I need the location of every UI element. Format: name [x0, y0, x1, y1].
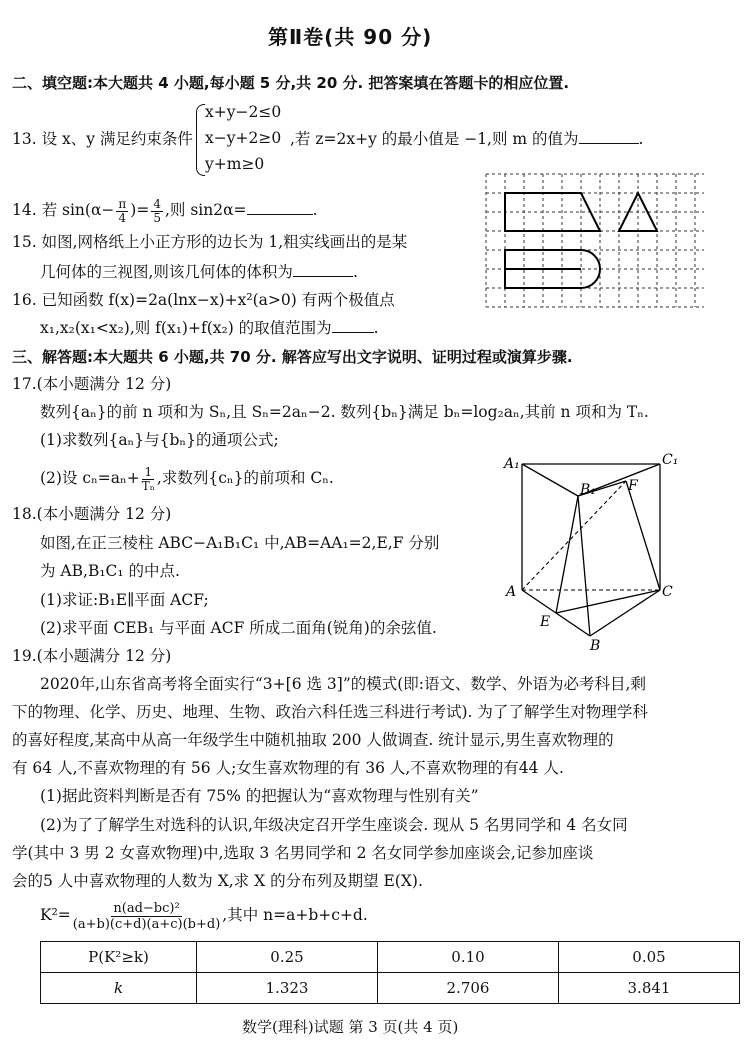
- label-A1: A₁: [504, 456, 520, 472]
- q15-line2-text: 几何体的三视图,则该几何体的体积为: [40, 263, 293, 281]
- q18-line2: 为 AB,B₁C₁ 的中点.: [40, 562, 180, 580]
- q19-part2-line2: 学(其中 3 男 2 女喜欢物理)中,选取 3 名男同学和 2 名女同学参加座谈会,记参加座谈: [12, 844, 594, 862]
- q17-frac-num: 1: [144, 464, 153, 479]
- k2-denominator: (a+b)(c+d)(a+c)(b+d): [72, 916, 221, 932]
- q14-four-fifths: [151, 198, 163, 225]
- label-C1: C₁: [662, 452, 679, 468]
- q15-line2: [40, 262, 358, 282]
- q14-tail: ,则 sin2α=: [164, 201, 247, 219]
- table-cell: 0.10: [378, 942, 559, 973]
- q15-answer-blank: [293, 262, 353, 277]
- q13-constraint-3: y+m≥0: [205, 155, 265, 173]
- table-row: [41, 942, 740, 973]
- label-E: E: [540, 614, 551, 630]
- k2-label: K²=: [40, 906, 71, 924]
- q15-line1: 15. 如图,网格纸上小正方形的边长为 1,粗实线画出的是某: [12, 233, 408, 251]
- label-A: A: [506, 584, 517, 600]
- q19-line2: 下的物理、化学、历史、地理、生物、政治六科任选三科进行考试). 为了了解学生对物理学科: [12, 703, 648, 721]
- table-cell: 3.841: [559, 973, 740, 1004]
- q19-part2-line1: (2)为了了解学生对选科的认识,年级决定召开学生座谈会. 现从 5 名男同学和 4 名女同: [40, 816, 628, 834]
- k2-formula: [40, 900, 368, 932]
- q14-end: .: [312, 201, 318, 219]
- q19-line3: 的喜好程度,某高中从高一年级学生中随机抽取 200 人做调查. 统计显示,男生喜欢物理的: [12, 731, 614, 749]
- q16-line2: [40, 318, 379, 338]
- q16-line2-text: x₁,x₂(x₁<x₂),则 f(x₁)+f(x₂) 的取值范围为: [40, 319, 332, 337]
- q19-part1: (1)据此资料判断是否有 75% 的把握认为“喜欢物理与性别有关”: [40, 787, 479, 805]
- k2-fraction: [73, 901, 221, 932]
- section-heading-solution: 三、解答题:本大题共 6 小题,共 70 分. 解答应写出文字说明、证明过程或演算步骤.: [12, 348, 573, 366]
- q14-mid: )=: [130, 201, 150, 219]
- q19-line1: 2020年,山东省高考将全面实行“3+[6 选 3]”的模式(即:语文、数学、外语为必考科目,剩: [40, 675, 646, 693]
- k2-numerator: n(ad−bc)²: [113, 900, 180, 916]
- table-row: [41, 973, 740, 1004]
- q17-part1: (1)求数列{aₙ}与{bₙ}的通项公式;: [40, 431, 279, 449]
- q13-brace: [196, 104, 205, 176]
- q18-part1: (1)求证:B₁E∥平面 ACF;: [40, 591, 209, 609]
- q15-end: .: [352, 263, 358, 281]
- q17-part2-tail: ,求数列{cₙ}的前项和 Cₙ.: [156, 469, 334, 487]
- q13-tail: [290, 129, 643, 149]
- table-cell: 0.05: [559, 942, 740, 973]
- q17-part2: [40, 464, 334, 493]
- q17-line1: 数列{aₙ}的前 n 项和为 Sₙ,且 Sₙ=2aₙ−2. 数列{bₙ}满足 bₙ=log₂aₙ,其前 n 项和为 Tₙ.: [40, 403, 649, 421]
- q14-frac2-den: 5: [153, 210, 161, 225]
- q14-pi-over-4: [116, 198, 128, 225]
- table-cell: 2.706: [378, 973, 559, 1004]
- q17-one-over-tn: [142, 466, 155, 493]
- q19-header: 19.(本小题满分 12 分): [12, 647, 172, 665]
- label-B: B: [590, 638, 601, 654]
- page-footer: 数学(理科)试题 第 3 页(共 4 页): [242, 1018, 459, 1036]
- q14-frac-den: 4: [118, 210, 127, 225]
- q19-part2-line3: 会的5 人中喜欢物理的人数为 X,求 X 的分布列及期望 E(X).: [12, 872, 423, 890]
- label-C: C: [662, 584, 673, 600]
- q18-line1: 如图,在正三棱柱 ABC−A₁B₁C₁ 中,AB=AA₁=2,E,F 分别: [40, 534, 440, 552]
- label-F: F: [628, 478, 638, 494]
- q17-part2-lead: (2)设 cₙ=aₙ+: [40, 469, 140, 487]
- q13-end: .: [638, 130, 644, 148]
- q14-answer-blank: [247, 200, 313, 215]
- q13-tail-text: ,若 z=2x+y 的最小值是 −1,则 m 的值为: [290, 130, 579, 148]
- q17-header: 17.(本小题满分 12 分): [12, 375, 172, 393]
- table-cell: 0.25: [197, 942, 378, 973]
- q13-answer-blank: [579, 129, 639, 144]
- q13-constraint-2: x−y+2≥0: [205, 129, 282, 147]
- table-cell: P(K²≥k): [41, 942, 197, 973]
- q13-constraint-1: x+y−2≤0: [205, 103, 282, 121]
- q16-answer-blank: [332, 318, 374, 333]
- label-B1: B₁: [580, 482, 596, 498]
- q14-lead: 14. 若 sin(α−: [12, 201, 115, 219]
- q14-frac-num: π: [118, 196, 127, 211]
- table-cell: 1.323: [197, 973, 378, 1004]
- table-cell: k: [41, 973, 197, 1004]
- q19-line4: 有 64 人,不喜欢物理的有 56 人;女生喜欢物理的有 36 人,不喜欢物理的有44 人.: [12, 759, 564, 777]
- q18-part2: (2)求平面 CEB₁ 与平面 ACF 所成二面角(锐角)的余弦值.: [40, 619, 437, 637]
- q17-frac-den: Tₙ: [141, 478, 155, 493]
- prism-figure: [500, 450, 690, 655]
- q14-frac2-num: 4: [153, 196, 161, 211]
- q14: [12, 196, 318, 225]
- q16-line1: 16. 已知函数 f(x)=2a(lnx−x)+x²(a>0) 有两个极值点: [12, 291, 395, 309]
- q13-lead: 13. 设 x、y 满足约束条件: [12, 130, 193, 148]
- page-title: 第Ⅱ卷(共 90 分): [268, 25, 433, 49]
- section-heading-fill-in: 二、填空题:本大题共 4 小题,每小题 5 分,共 20 分. 把答案填在答题卡的相应位置.: [12, 74, 570, 92]
- q18-header: 18.(本小题满分 12 分): [12, 505, 172, 523]
- three-view-figure: [484, 172, 706, 310]
- q16-end: .: [373, 319, 379, 337]
- k2-tail: ,其中 n=a+b+c+d.: [222, 906, 368, 924]
- k2-critical-table: [40, 941, 740, 1004]
